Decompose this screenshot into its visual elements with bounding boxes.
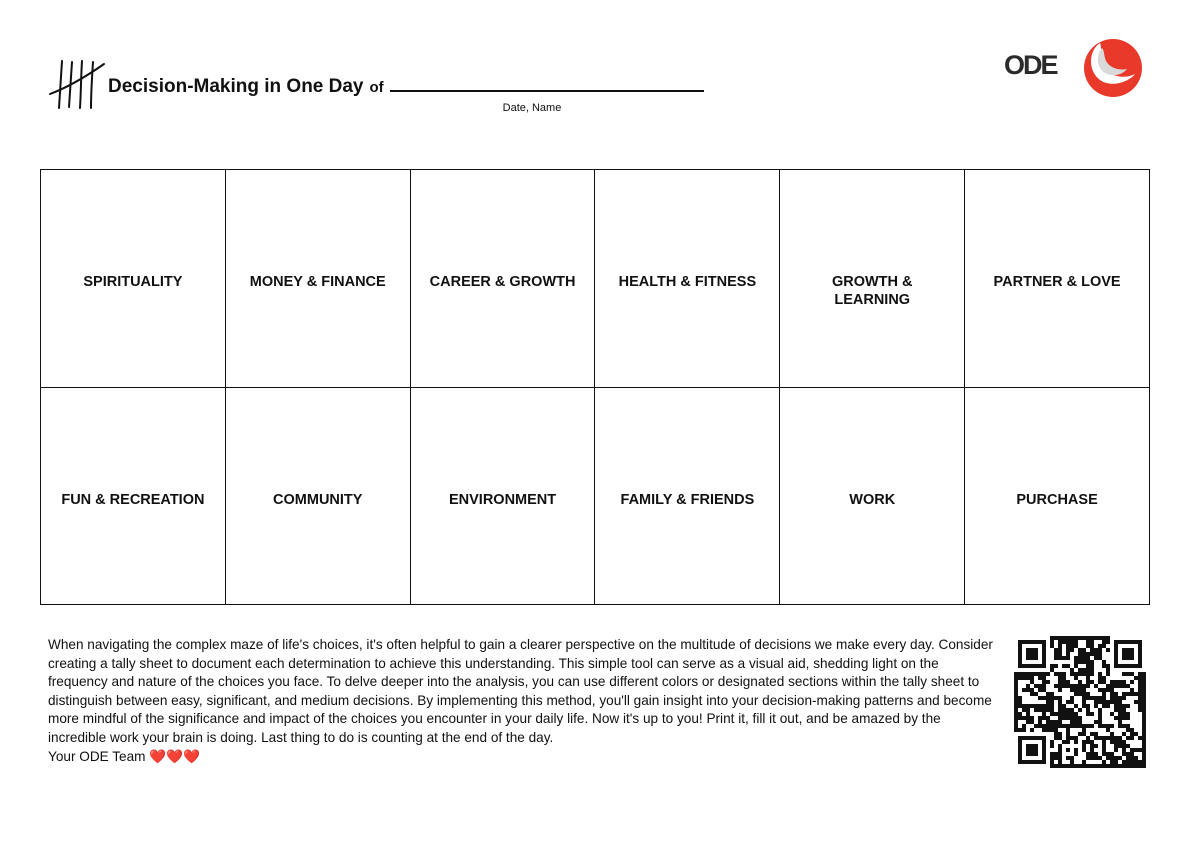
logo-text: ODE [1004,50,1057,80]
category-cell[interactable] [595,170,780,388]
description-text: When navigating the complex maze of life's choices, it's often helpful to gain a clearer perspective on the multitude of decisions we make every day. Consider creating a tally sheet to document each determination to achieve this understanding. This simple tool can serve as a visual aid, shedding light on the frequency and nature of the choices you face. To delve deeper into the analysis, you can use different colors or designated sections within the tally sheet to distinguish between easy, significant, and medium decisions. By implementing this method, you'll gain insight into your decision-making patterns and become more mindful of the significance and impact of the choices you encounter in your daily life. Now it's up to you! Print it, fill it out, and be amazed by the incredible work your brain is doing. Last thing to do is counting at the end of the day. [48,637,993,746]
date-name-label: Date, Name [502,102,562,114]
category-cell[interactable] [411,170,596,388]
category-grid [40,169,1150,605]
category-label: PURCHASE [1016,491,1098,508]
category-cell[interactable] [780,388,965,606]
category-label: PARTNER & LOVE [993,274,1121,291]
category-cell[interactable] [595,388,780,606]
category-cell[interactable] [41,388,226,606]
category-label: SPIRITUALITY [83,274,183,291]
tally-marks-icon [48,58,106,110]
category-cell[interactable] [965,388,1150,606]
of-label: of [369,79,384,96]
category-cell[interactable] [411,388,596,606]
category-label: FAMILY & FRIENDS [620,491,755,508]
page-title: Decision-Making in One Day [108,76,364,97]
category-label: COMMUNITY [273,491,363,508]
category-cell[interactable] [41,170,226,388]
signoff-text: Your ODE Team ❤️❤️❤️ [48,748,201,764]
category-label: MONEY & FINANCE [249,274,386,291]
description-block [48,636,998,766]
category-cell[interactable] [780,170,965,388]
category-label: CAREER & GROWTH [429,274,576,291]
category-label: HEALTH & FITNESS [618,274,757,291]
category-label: FUN & RECREATION [61,491,205,508]
category-cell[interactable] [965,170,1150,388]
category-cell[interactable] [226,388,411,606]
category-label: ENVIRONMENT [448,491,557,508]
category-label: WORK [849,491,896,508]
category-label: GROWTH & LEARNING [831,274,913,309]
title-row [108,74,704,98]
date-name-blank-line[interactable] [390,74,704,92]
category-cell[interactable] [226,170,411,388]
qr-code-icon[interactable] [1014,636,1146,768]
